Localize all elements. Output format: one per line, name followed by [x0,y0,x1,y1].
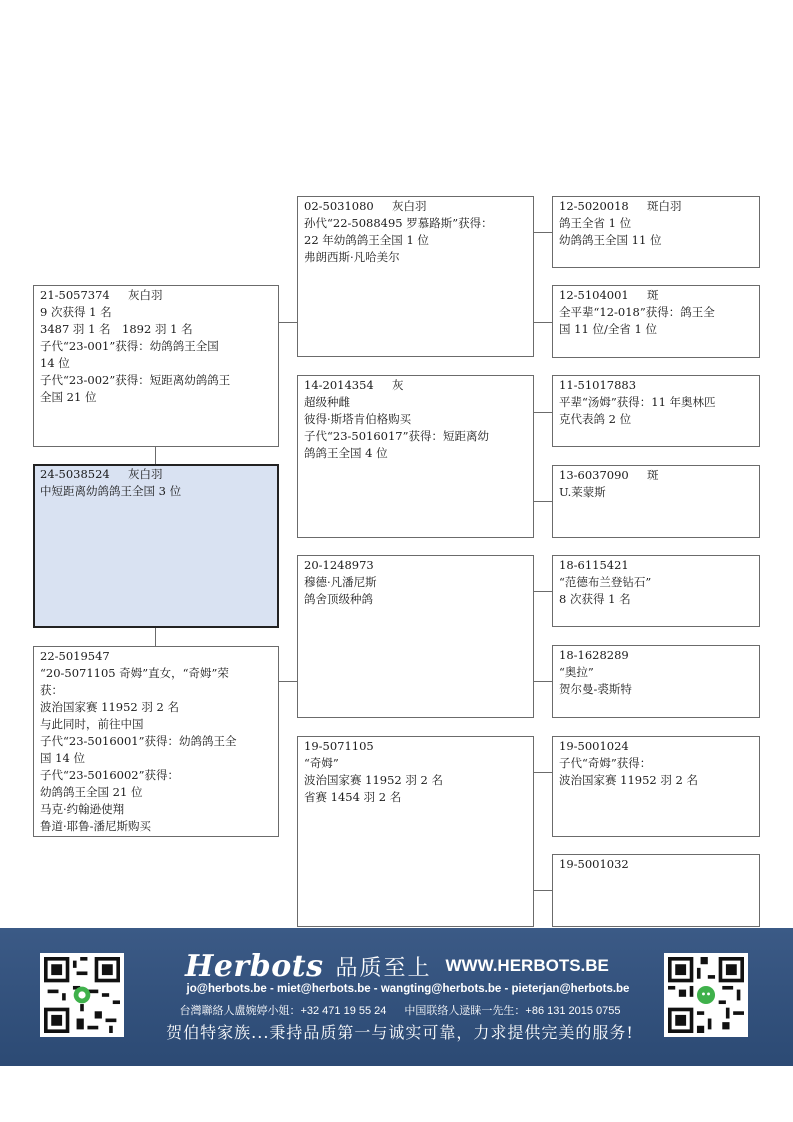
ring-number: 02-5031080 [304,199,374,213]
pigeon-achievement-line: 国 14 位 [40,751,85,765]
pigeon-header [559,287,753,304]
pigeon-achievement-line: 波治国家赛 11952 羽 2 名 [40,700,180,714]
pigeon-achievement-line: 彼得·斯塔肯伯格购买 [304,412,412,426]
pedigree-sss [552,196,760,268]
plumage-color: 灰白羽 [392,199,427,213]
pedigree-sds [552,375,760,447]
pigeon-achievement-line: 全平辈“12-018”获得：鸽王全 [559,305,715,319]
connector-line [155,628,156,646]
pedigree-dam-sire [297,555,534,718]
pigeon-achievement-line: 超级种雌 [304,395,350,409]
pedigree-ssd [552,285,760,358]
pedigree-sire-sire [297,196,534,357]
connector-line [534,412,552,413]
pigeon-achievement-line: 幼鸽鸽王全国 21 位 [40,785,143,799]
ring-number: 11-51017883 [559,378,637,392]
pigeon-header [559,377,753,394]
pigeon-achievement-line: 中短距离幼鸽鸽王全国 3 位 [40,484,182,498]
pedigree-dsd [552,645,760,718]
ring-number: 20-1248973 [304,558,374,572]
connector-line [534,890,552,891]
plumage-color: 灰白羽 [128,467,163,481]
pedigree-dss [552,555,760,627]
connector-line [534,501,552,502]
connector-line [534,681,552,682]
ring-number: 19-5001032 [559,857,629,871]
pigeon-header [559,738,753,755]
pigeon-achievement-line: 弗朗西斯·凡哈美尔 [304,250,400,264]
qr-code-icon [44,957,120,1033]
contact-line [140,1002,660,1018]
plumage-color: 斑 [647,468,659,482]
ring-number: 19-5071105 [304,739,374,753]
pigeon-achievement-line: 省赛 1454 羽 2 名 [304,790,402,804]
pigeon-achievement-line: 穆德·凡潘尼斯 [304,575,377,589]
pigeon-achievement-line: 22 年幼鸽鸽王全国 1 位 [304,233,429,247]
ring-number: 18-6115421 [559,558,629,572]
pedigree-ddd [552,854,760,927]
pigeon-achievement-line: 孙代“22-5088495 罗慕路斯”获得： [304,216,493,230]
qr-code-left[interactable] [40,953,124,1037]
pigeon-achievement-line: 鸽王全省 1 位 [559,216,632,230]
pigeon-achievement-line: 波治国家赛 11952 羽 2 名 [559,773,699,787]
pigeon-achievement-line: “奥拉” [559,665,594,679]
pedigree-sire-dam [297,375,534,538]
pigeon-header [559,467,753,484]
brand-row [185,948,625,984]
ring-number: 13-6037090 [559,468,629,482]
pigeon-achievement-line: 鸽鸽王全国 4 位 [304,446,388,460]
pigeon-achievement-line: U.莱蒙斯 [559,485,606,499]
email-list[interactable]: jo@herbots.be - miet@herbots.be - wangting@herbots.be - pieterjan@herbots.be [186,983,630,995]
pigeon-header [304,198,527,215]
connector-line [534,322,552,323]
pigeon-header [559,198,753,215]
brand-tagline: 品质至上 [335,955,432,981]
footer-banner [0,928,793,1066]
ring-number: 19-5001024 [559,739,629,753]
pigeon-achievement-line: 与此同时，前往中国 [40,717,144,731]
pigeon-achievement-line: 子代“23-5016017”获得：短距离幼 [304,429,489,443]
pigeon-achievement-line: 子代“23-5016001”获得：幼鸽鸽王全 [40,734,237,748]
ring-number: 14-2014354 [304,378,374,392]
ring-number: 24-5038524 [40,467,110,481]
pigeon-achievement-line: “20-5071105 奇姆”直女，“奇姆”荣 [40,666,229,680]
pigeon-achievement-line: “范德布兰登钻石” [559,575,652,589]
plumage-color: 灰 [392,378,404,392]
pigeon-achievement-line: 鲁道·耶鲁-潘尼斯购买 [40,819,152,833]
pigeon-achievement-line: 子代“奇姆”获得： [559,756,652,770]
plumage-color: 斑白羽 [647,199,682,213]
pedigree-sire [33,285,279,447]
pigeon-achievement-line: 获： [40,683,63,697]
pigeon-achievement-line: 3487 羽 1 名 1892 羽 1 名 [40,322,193,336]
pigeon-achievement-line: 鸽舍顶级种鸽 [304,592,373,606]
ring-number: 18-1628289 [559,648,629,662]
pedigree-sdd [552,465,760,538]
contact-taiwan: 台灣聯絡人盧婉婷小姐：+32 471 19 55 24 [179,1005,387,1017]
pigeon-header [40,287,272,304]
pigeon-achievement-line: 14 位 [40,356,70,370]
pigeon-header [559,856,753,873]
connector-line [279,681,297,682]
connector-line [534,591,552,592]
pigeon-achievement-line: 子代“23-002”获得：短距离幼鸽鸽王 [40,373,231,387]
connector-line [534,232,552,233]
pigeon-achievement-line: 9 次获得 1 名 [40,305,112,319]
ring-number: 21-5057374 [40,288,110,302]
pedigree-dds [552,736,760,837]
pedigree-dam-dam [297,736,534,927]
connector-line [279,322,297,323]
brand-logo: Herbots [185,948,324,984]
pigeon-header [304,738,527,755]
plumage-color: 斑 [647,288,659,302]
pigeon-achievement-line: 子代“23-001”获得：幼鸽鸽王全国 [40,339,219,353]
plumage-color: 灰白羽 [128,288,163,302]
pigeon-achievement-line: “奇姆” [304,756,339,770]
pigeon-achievement-line: 平辈“汤姆”获得：11 年奥林匹 [559,395,716,409]
pedigree-dam [33,646,279,837]
pigeon-achievement-line: 克代表鸽 2 位 [559,412,632,426]
pigeon-achievement-line: 全国 21 位 [40,390,97,404]
pigeon-achievement-line: 幼鸽鸽王全国 11 位 [559,233,662,247]
ring-number: 12-5020018 [559,199,629,213]
qr-code-right[interactable] [664,953,748,1037]
pigeon-achievement-line: 国 11 位/全省 1 位 [559,322,657,336]
connector-line [534,772,552,773]
ring-number: 12-5104001 [559,288,629,302]
footer-slogan: 贺伯特家族...秉持品质第一与诚实可靠，力求提供完美的服务! [166,1023,634,1042]
pedigree-subject [33,464,279,628]
pigeon-header [559,647,753,664]
pigeon-header [559,557,753,574]
pigeon-header [304,377,527,394]
pigeon-achievement-line: 波治国家赛 11952 羽 2 名 [304,773,444,787]
pigeon-achievement-line: 马克·约翰逊使翔 [40,802,125,816]
pigeon-achievement-line: 贺尔曼-裘斯特 [559,682,632,696]
pigeon-header [40,466,272,483]
pigeon-header [304,557,527,574]
pigeon-achievement-line: 子代“23-5016002”获得： [40,768,179,782]
pigeon-header [40,648,272,665]
qr-code-icon [668,957,744,1033]
connector-line [155,447,156,464]
pigeon-achievement-line: 8 次获得 1 名 [559,592,631,606]
contact-china: 中国联络人逯睐一先生：+86 131 2015 0755 [404,1005,621,1017]
website-link[interactable]: WWW.HERBOTS.BE [445,956,609,975]
ring-number: 22-5019547 [40,649,110,663]
